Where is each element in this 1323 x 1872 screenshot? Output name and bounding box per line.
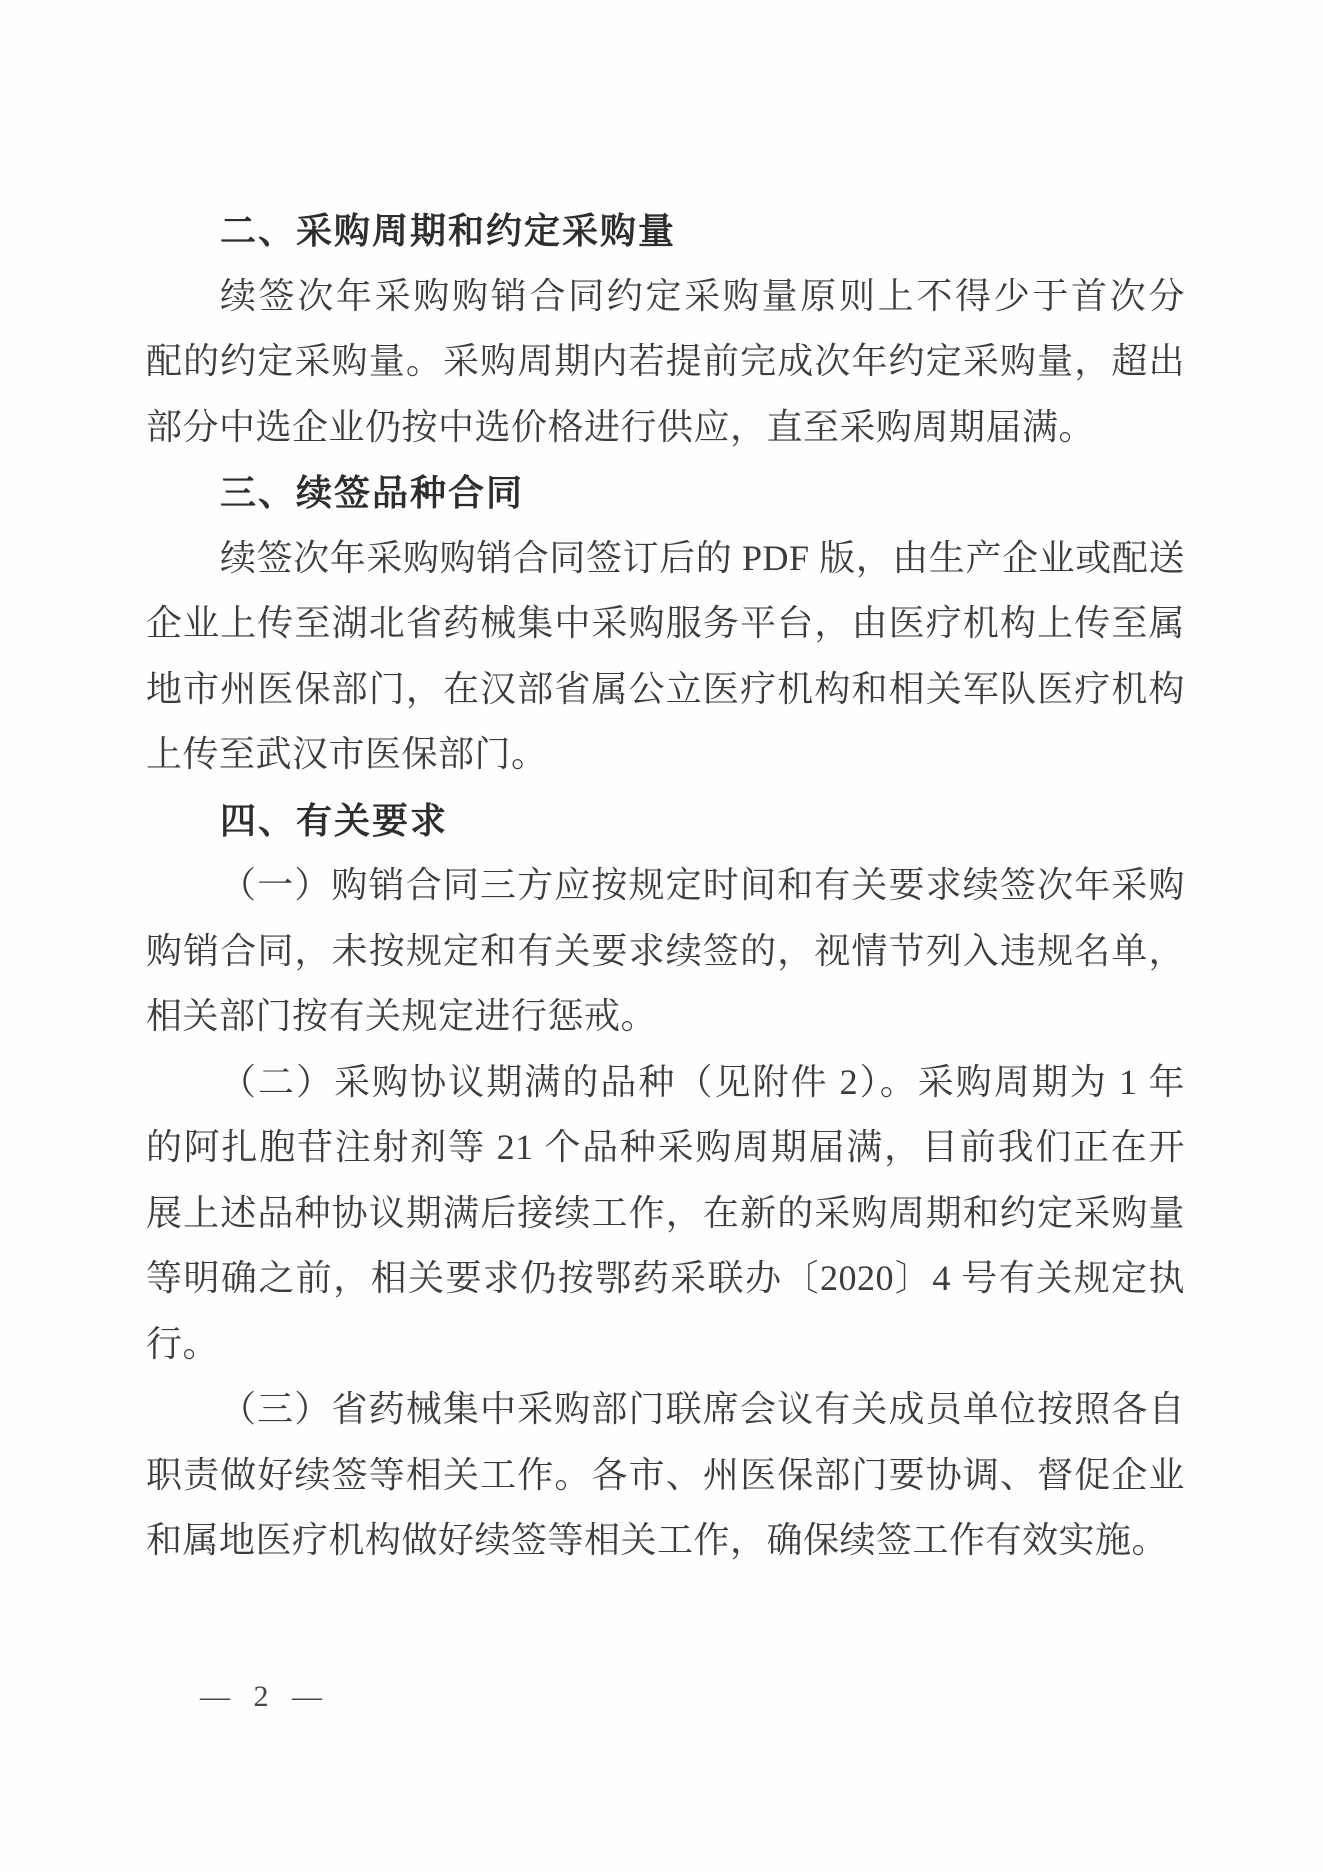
section-heading-3: 三、续签品种合同 xyxy=(220,472,525,513)
text-line: 等明确之前，相关要求仍按鄂药采联办〔2020〕4 号有关规定执 xyxy=(146,1258,1185,1298)
text-line: 行。 xyxy=(146,1323,220,1364)
text-line: 展上述品种协议期满后接续工作，在新的采购周期和约定采购量 xyxy=(146,1192,1185,1233)
section-heading-2: 二、采购周期和约定采购量 xyxy=(220,210,677,251)
page-number: — 2 — xyxy=(200,1680,327,1713)
document-body xyxy=(146,198,1185,1574)
text-line: 配的约定采购量。采购周期内若提前完成次年约定采购量，超出 xyxy=(146,341,1185,381)
text-line: 地市州医保部门，在汉部省属公立医疗机构和相关军队医疗机构 xyxy=(146,668,1185,709)
text-line: 企业上传至湖北省药械集中采购服务平台，由医疗机构上传至属 xyxy=(146,603,1185,643)
text-line: 续签次年采购购销合同签订后的 PDF 版，由生产企业或配送 xyxy=(220,537,1185,578)
text-line: 职责做好续签等相关工作。各市、州医保部门要协调、督促企业 xyxy=(146,1454,1185,1495)
text-line: （一）购销合同三方应按规定时间和有关要求续签次年采购 xyxy=(220,865,1185,905)
text-line: 续签次年采购购销合同约定采购量原则上不得少于首次分 xyxy=(220,275,1185,316)
text-line: 相关部门按有关规定进行惩戒。 xyxy=(146,996,658,1036)
text-line: （三）省药械集中采购部门联席会议有关成员单位按照各自 xyxy=(220,1389,1185,1429)
text-line: （二）采购协议期满的品种（见附件 2）。采购周期为 1 年 xyxy=(220,1061,1185,1102)
text-line: 的阿扎胞苷注射剂等 21 个品种采购周期届满，目前我们正在开 xyxy=(146,1127,1185,1167)
text-line: 上传至武汉市医保部门。 xyxy=(146,734,548,774)
text-line: 和属地医疗机构做好续签等相关工作，确保续签工作有效实施。 xyxy=(146,1520,1169,1560)
section-heading-4: 四、有关要求 xyxy=(220,799,449,841)
text-line: 购销合同，未按规定和有关要求续签的，视情节列入违规名单， xyxy=(146,930,1185,971)
text-line: 部分中选企业仍按中选价格进行供应，直至采购周期届满。 xyxy=(146,406,1096,447)
